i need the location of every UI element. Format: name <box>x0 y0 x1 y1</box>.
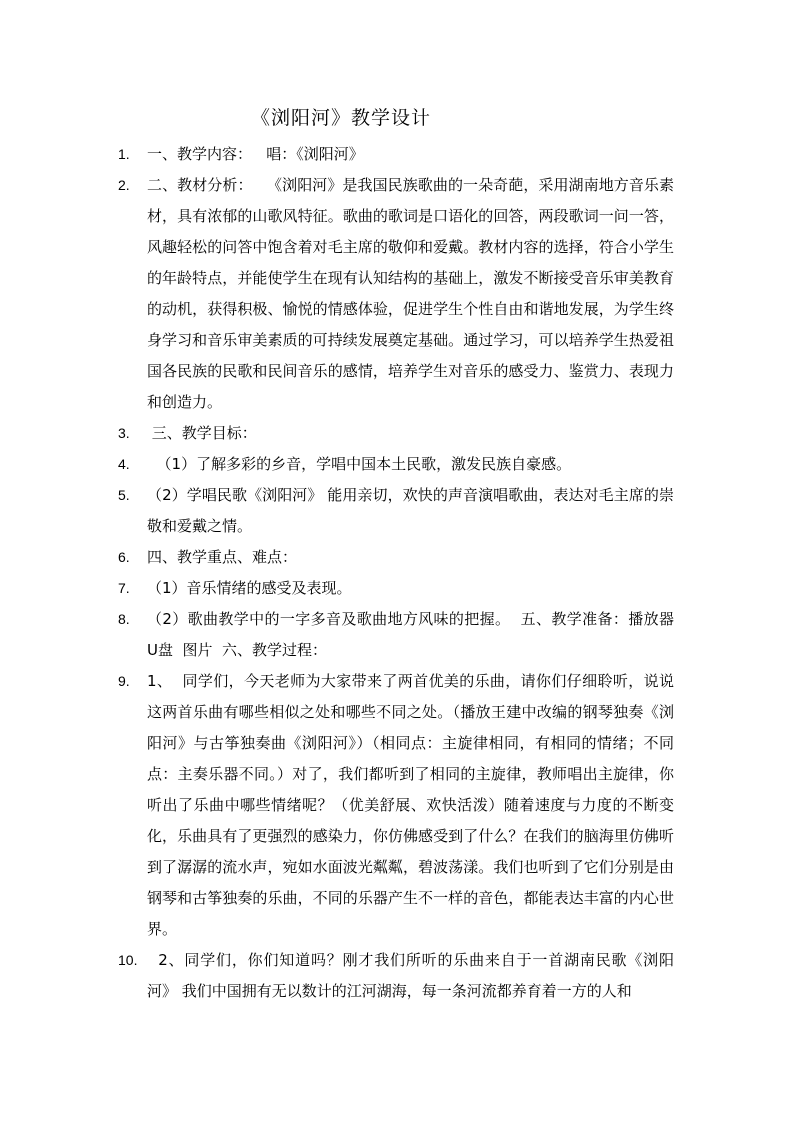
numbered-list <box>0 139 794 1007</box>
list-item-text: （2）学唱民歌《浏阳河》 能用亲切，欢快的声音演唱歌曲，表达对毛主席的崇敬和爱戴之情。 <box>147 486 674 535</box>
list-item <box>0 573 674 604</box>
list-number: 7. <box>118 580 130 596</box>
list-item-text: （1）音乐情绪的感受及表现。 <box>147 579 352 597</box>
list-item-text: 二、教材分析： 《浏阳河》是我国民族歌曲的一朵奇葩，采用湖南地方音乐素材，具有浓郁的山歌风特征。歌曲的歌词是口语化的回答，两段歌词一问一答，风趣轻松的问答中饱含着对毛主席的敬仰和爱戴。教材内容的选择，符合小学生的年龄特点，并能使学生在现有认知结构的基础上，激发不断接受音乐审美教育的动机，获得积极、愉悦的情感体验，促进学生个性自由和谐地发展，为学生终身学习和音乐审美素质的可持续发展奠定基础。通过学习，可以培养学生热爱祖国各民族的民歌和民间音乐的感情，培养学生对音乐的感受力、鉴赏力、表现力和创造力。 <box>147 176 674 411</box>
list-item <box>0 480 674 542</box>
document-title: 《浏阳河》教学设计 <box>250 107 431 129</box>
list-item-text: 三、教学目标： <box>147 424 257 442</box>
list-number: 1. <box>118 146 130 162</box>
list-number: 8. <box>118 611 130 627</box>
list-item <box>0 170 674 418</box>
list-item-text: 1、 同学们，今天老师为大家带来了两首优美的乐曲，请你们仔细聆听，说说这两首乐曲有哪些相似之处和哪些不同之处。（播放王建中改编的钢琴独奏《浏阳河》与古筝独奏曲《浏阳河》）（相同点：主旋律相同，有相同的情绪；不同点：主奏乐器不同。）对了，我们都听到了相同的主旋律，教师唱出主旋律，你听出了乐曲中哪些情绪呢？（优美舒展、欢快活泼）随着速度与力度的不断变化，乐曲具有了更强烈的感染力，你仿佛感受到了什么？在我们的脑海里仿佛听到了潺潺的流水声，宛如水面波光粼粼，碧波荡漾。我们也听到了它们分别是由钢琴和古筝独奏的乐曲，不同的乐器产生不一样的音色，都能表达丰富的内心世界。 <box>147 672 674 938</box>
list-number: 6. <box>118 549 130 565</box>
list-number: 3. <box>118 425 130 441</box>
list-item-text: 一、教学内容： 唱：《浏阳河》 <box>147 145 364 163</box>
list-item <box>0 449 674 480</box>
list-number: 10. <box>118 952 138 968</box>
list-item <box>0 542 674 573</box>
list-item <box>0 945 674 1007</box>
list-number: 4. <box>118 456 130 472</box>
list-number: 2. <box>118 177 130 193</box>
list-item <box>0 139 674 170</box>
list-item <box>0 604 679 666</box>
list-item-text: 四、教学重点、难点： <box>147 548 298 566</box>
list-item-text: （1）了解多彩的乡音，学唱中国本土民歌，激发民族自豪感。 <box>147 455 572 473</box>
list-item-text: 2、同学们，你们知道吗？刚才我们所听的乐曲来自于一首湖南民歌《浏阳河》 我们中国拥有无以数计的江河湖海，每一条河流都养育着一方的人和 <box>147 951 674 1000</box>
list-item <box>0 418 674 449</box>
list-number: 9. <box>118 673 130 689</box>
list-item <box>0 666 674 945</box>
list-number: 5. <box>118 487 130 503</box>
list-item-text: （2）歌曲教学中的一字多音及歌曲地方风味的把握。 五、教学准备：播放器 U盘 图片 六、教学过程： <box>147 610 679 659</box>
